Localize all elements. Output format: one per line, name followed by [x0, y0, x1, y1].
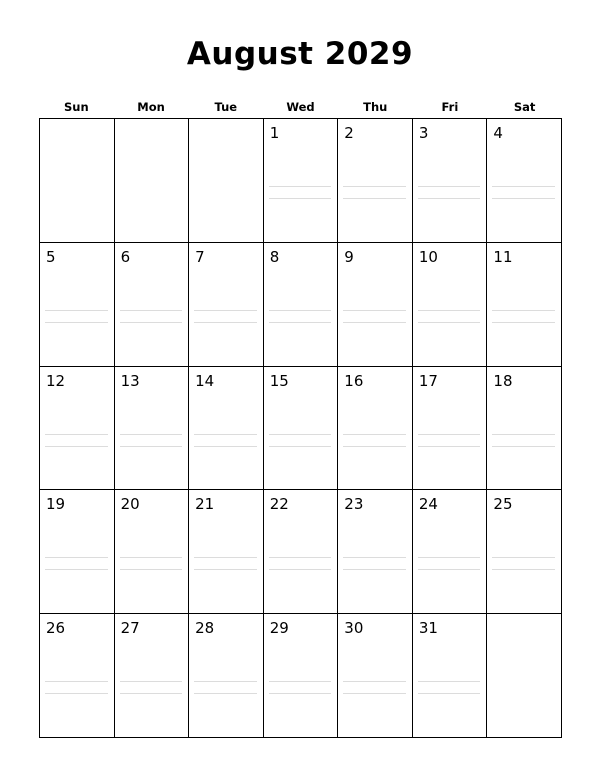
day-cell[interactable] [338, 243, 413, 367]
day-cell[interactable] [338, 614, 413, 738]
day-number: 28 [195, 619, 215, 638]
note-line [418, 446, 481, 447]
note-line [418, 557, 481, 558]
note-line [194, 310, 257, 311]
day-number: 13 [120, 371, 140, 390]
note-line [343, 681, 406, 682]
note-line [269, 446, 332, 447]
day-number: 30 [344, 619, 364, 638]
note-line [343, 310, 406, 311]
note-line [418, 693, 481, 694]
day-cell[interactable] [487, 119, 562, 243]
day-number: 8 [269, 247, 280, 266]
note-line [269, 569, 332, 570]
day-number: 7 [195, 247, 205, 266]
note-line [120, 681, 183, 682]
day-cell[interactable] [189, 614, 264, 738]
note-line [343, 186, 406, 187]
day-cell[interactable] [115, 614, 190, 738]
note-line [343, 569, 406, 570]
empty-day-cell[interactable] [487, 614, 562, 738]
day-cell[interactable] [40, 243, 115, 367]
day-number: 3 [418, 124, 429, 142]
note-line [492, 446, 555, 447]
note-line [492, 322, 555, 323]
note-line [269, 322, 332, 323]
day-number: 31 [418, 619, 438, 638]
weekday-tue: Tue [214, 100, 238, 114]
note-line [492, 557, 555, 558]
day-number: 25 [493, 495, 513, 514]
day-cell[interactable] [264, 243, 339, 367]
note-line [343, 446, 406, 447]
day-number: 29 [269, 619, 289, 638]
empty-day-cell[interactable] [189, 119, 264, 243]
day-cell[interactable] [264, 119, 339, 243]
note-line [492, 569, 555, 570]
note-line [418, 434, 481, 435]
day-cell[interactable] [413, 490, 488, 614]
day-number: 2 [344, 124, 354, 142]
day-cell[interactable] [338, 490, 413, 614]
day-number: 22 [269, 495, 289, 514]
calendar-grid [39, 118, 562, 738]
note-line [45, 310, 108, 311]
day-number: 23 [344, 495, 364, 514]
day-cell[interactable] [40, 614, 115, 738]
day-number: 18 [493, 371, 513, 390]
note-line [120, 434, 183, 435]
note-line [343, 434, 406, 435]
note-line [120, 322, 183, 323]
day-cell[interactable] [40, 490, 115, 614]
note-line [45, 434, 108, 435]
weekday-thu: Thu [363, 100, 388, 114]
note-line [120, 446, 183, 447]
note-line [343, 198, 406, 199]
day-cell[interactable] [413, 243, 488, 367]
day-cell[interactable] [264, 367, 339, 491]
note-line [492, 186, 555, 187]
note-line [45, 569, 108, 570]
note-line [418, 186, 481, 187]
note-line [343, 322, 406, 323]
day-number: 20 [120, 495, 140, 514]
note-line [120, 557, 183, 558]
note-line [194, 434, 257, 435]
note-line [492, 434, 555, 435]
day-number: 19 [46, 495, 66, 514]
note-line [45, 681, 108, 682]
day-cell[interactable] [115, 243, 190, 367]
note-line [120, 310, 183, 311]
weekday-fri: Fri [441, 100, 459, 114]
day-number: 24 [418, 495, 438, 514]
day-cell[interactable] [413, 119, 488, 243]
day-cell[interactable] [40, 367, 115, 491]
day-cell[interactable] [487, 490, 562, 614]
day-number: 17 [418, 371, 438, 390]
page-title: August 2029 [186, 36, 414, 72]
note-line [194, 569, 257, 570]
day-cell[interactable] [487, 367, 562, 491]
day-cell[interactable] [487, 243, 562, 367]
note-line [418, 681, 481, 682]
day-cell[interactable] [264, 614, 339, 738]
day-number: 12 [46, 371, 66, 390]
day-number: 9 [344, 247, 354, 266]
day-number: 10 [418, 247, 438, 266]
note-line [269, 693, 332, 694]
day-cell[interactable] [338, 367, 413, 491]
day-number: 14 [195, 371, 215, 390]
note-line [418, 198, 481, 199]
day-number: 1 [269, 124, 280, 142]
note-line [269, 310, 332, 311]
note-line [343, 557, 406, 558]
note-line [194, 693, 257, 694]
note-line [45, 322, 108, 323]
weekday-mon: Mon [137, 100, 165, 114]
day-number: 4 [493, 124, 503, 142]
note-line [194, 446, 257, 447]
day-number: 11 [493, 247, 513, 266]
note-line [194, 322, 257, 323]
day-number: 15 [269, 371, 289, 390]
day-cell[interactable] [115, 490, 190, 614]
day-number: 26 [46, 619, 66, 638]
day-cell[interactable] [189, 243, 264, 367]
day-number: 5 [46, 247, 56, 266]
day-cell[interactable] [189, 490, 264, 614]
note-line [269, 681, 332, 682]
note-line [120, 569, 183, 570]
note-line [194, 681, 257, 682]
note-line [269, 557, 332, 558]
day-cell[interactable] [264, 490, 339, 614]
note-line [194, 557, 257, 558]
weekday-header-row [39, 99, 562, 115]
weekday-sat: Sat [513, 100, 536, 114]
day-number: 16 [344, 371, 364, 390]
note-line [269, 434, 332, 435]
day-number: 6 [120, 247, 131, 266]
day-cell[interactable] [338, 119, 413, 243]
note-line [45, 446, 108, 447]
empty-day-cell[interactable] [40, 119, 115, 243]
empty-day-cell[interactable] [115, 119, 190, 243]
note-line [120, 693, 183, 694]
note-line [45, 557, 108, 558]
note-line [492, 198, 555, 199]
day-cell[interactable] [189, 367, 264, 491]
note-line [492, 310, 555, 311]
note-line [269, 198, 332, 199]
day-cell[interactable] [413, 614, 488, 738]
note-line [269, 186, 332, 187]
weekday-wed: Wed [286, 100, 315, 114]
day-number: 27 [120, 619, 140, 638]
note-line [418, 310, 481, 311]
note-line [343, 693, 406, 694]
note-line [418, 322, 481, 323]
day-cell[interactable] [413, 367, 488, 491]
weekday-sun: Sun [64, 100, 89, 114]
day-cell[interactable] [115, 367, 190, 491]
note-line [45, 693, 108, 694]
day-number: 21 [195, 495, 215, 514]
note-line [418, 569, 481, 570]
